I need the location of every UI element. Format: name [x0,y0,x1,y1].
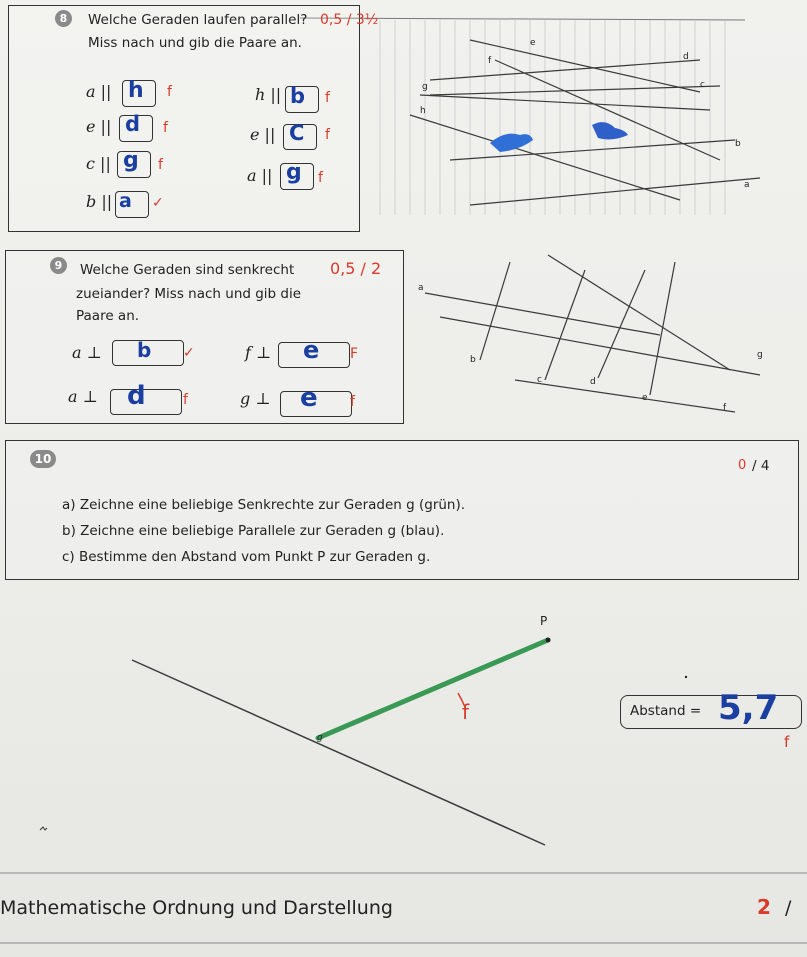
task-10-score-earned: 0 [738,458,747,473]
task-8-pair-1-left: a || [86,82,112,101]
task-8-pair-4-mark: f [325,127,330,143]
task-8-pair-4-left: e || [250,125,276,144]
task-8-pair-4-answer: C [289,121,305,145]
task-8-pair-1-mark: f [167,84,172,100]
task-9-pair-3-left: a ⊥ [68,387,98,406]
task-8-pair-5-left: c || [86,154,111,173]
task-8-pair-5-mark: f [158,157,163,173]
fig9-label-a: a [418,283,424,293]
task-8-pair-2-mark: f [325,90,330,106]
task-9-question-line-2: zueiander? Miss nach und gib die [76,286,302,302]
fig9-label-c: c [537,375,542,385]
task-9-pair-3-answer: d [127,381,146,411]
task-9-pair-4-left: g ⊥ [240,389,271,408]
task-10-item-a: a) Zeichne eine beliebige Senkrechte zur Geraden g (grün). [62,497,466,513]
task-10-item-c: c) Bestimme den Abstand vom Punkt P zur Geraden g. [62,549,431,565]
footer-score-earned: 2 [757,895,771,919]
task-8-pair-6-left: a || [247,166,273,185]
task-9-pair-1-left: a ⊥ [72,343,102,362]
task-8-pair-1-answer: h [128,78,144,103]
task-9-pair-2-left: f ⊥ [245,343,272,362]
task-10-item-b: b) Zeichne eine beliebige Parallele zur Geraden g (blau). [62,523,445,539]
task-9-pair-1-mark: ✓ [183,345,195,361]
task-9-score: 0,5 / 2 [330,259,382,278]
task-8-pair-6-mark: f [318,170,323,186]
task-9-pair-3-mark: f [183,392,188,408]
fig8-label-c: c [700,80,705,90]
task-8-pair-2-left: h || [255,85,282,104]
abstand-mark: f [784,733,790,751]
task-9-pair-1-answer: b [137,338,152,362]
task-8-pair-7-left: b || [86,192,113,211]
fig8-label-h: h [420,106,426,116]
task-9-question-line-1: Welche Geraden sind senkrecht [80,262,295,278]
task-10-number: 10 [30,450,56,468]
line-g [132,660,545,845]
fig9-label-b: b [470,355,476,365]
footer-score-separator: / [785,897,792,919]
fig8-label-b: b [735,139,741,149]
task-8-pair-3-mark: f [163,120,168,136]
task-8-number: 8 [55,10,72,27]
fig9-label-e: e [642,393,648,403]
green-line [318,640,548,738]
task-8-pair-3-left: e || [86,117,112,136]
task-8-pair-7-answer: a [119,190,132,212]
task-10-drawing-mark: f [462,700,470,724]
point-p-label: P [540,614,548,628]
task-8-pair-2-answer: b [290,84,306,108]
task-8-pair-5-answer: g [123,148,139,173]
fig8-label-a: a [744,180,750,190]
point-p [546,638,551,643]
task-9-pair-4-answer: e [300,383,318,413]
footer-section-title: Mathematische Ordnung und Darstellung [0,897,393,919]
fig9-label-g: g [757,350,763,360]
fig8-label-g: g [422,82,428,92]
task-9-pair-2-answer: e [303,336,320,364]
task-8-pair-3-answer: d [125,112,141,136]
task-8-pair-6-answer: g [286,160,302,185]
abstand-label: Abstand = [630,703,702,719]
task-9-pair-2-mark: F [350,346,359,362]
task-9-pair-4-mark: f [350,394,355,410]
task-8-instruction: Miss nach und gib die Paare an. [88,35,302,51]
fig9-label-f: f [723,403,727,413]
task-8-score: 0,5 / 3½ [320,12,379,28]
fig8-label-f: f [488,56,492,66]
task-8-question: Welche Geraden laufen parallel? [88,12,308,28]
fig8-label-e: e [530,38,536,48]
task-9-number: 9 [50,257,67,274]
fig9-label-d: d [590,377,596,387]
task-8-pair-7-mark: ✓ [152,195,164,211]
task-10-score-total: / 4 [752,458,770,474]
abstand-answer: 5,7 [718,688,779,728]
fig8-label-d: d [683,52,689,62]
line-g-label: g [317,733,323,743]
task-9-question-line-3: Paare an. [76,308,140,324]
